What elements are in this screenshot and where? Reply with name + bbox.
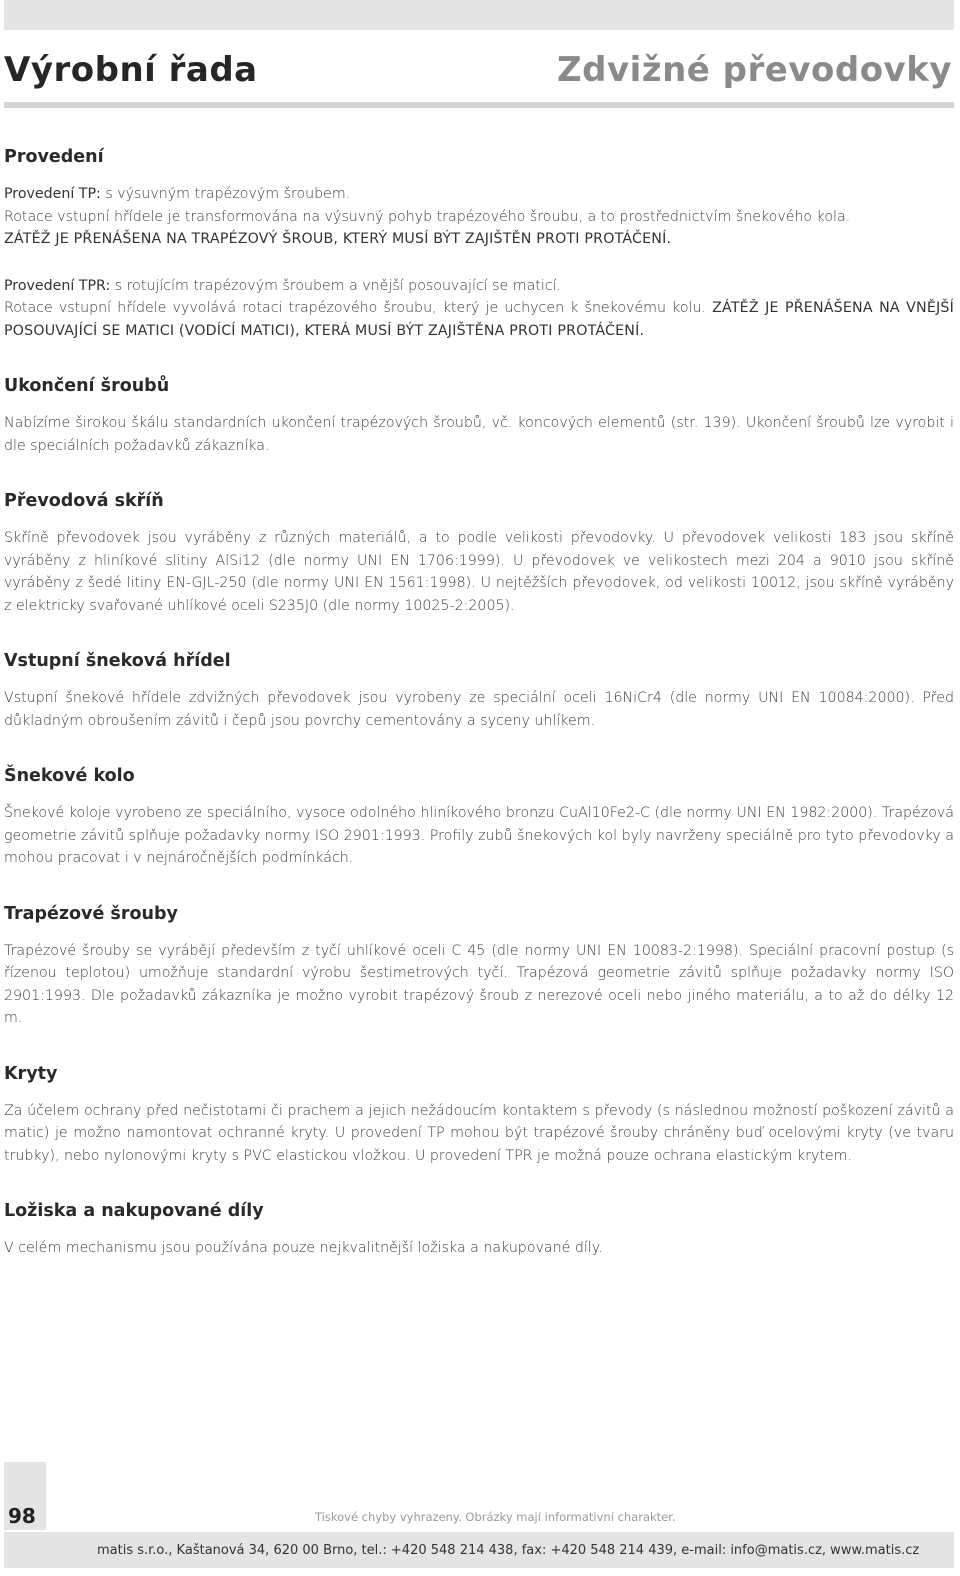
- paragraph-tp: [4, 183, 954, 206]
- company-contact: matis s.r.o., Kaštanová 34, 620 00 Brno, tel.: +420 548 214 438, fax: +420 548 214 439, e-mail: info@matis.cz, www.matis.cz: [97, 1543, 920, 1558]
- document-body: [4, 146, 954, 1293]
- section-kryty: [4, 1063, 954, 1168]
- tpr-caps: ZÁTĚŽ JE PŘENÁŠENA NA VNĚJŠÍ POSOUVAJÍCÍ SE MATICI (VODÍCÍ MATICI), KTERÁ MUSÍ BÝT ZAJIŠTĚNA PROTI PROTÁČENÍ.: [4, 300, 955, 339]
- disclaimer: Tiskové chyby vyhrazeny. Obrázky mají informativní charakter.: [315, 1510, 676, 1524]
- section-heading: Provedení: [4, 147, 104, 167]
- section-text: Skříně převodovek jsou vyráběny z různých materiálů, a to podle velikosti převodovky. U převodovek velikosti 183 jsou skříně vyráběny z hliníkové slitiny AlSi12 (dle normy UNI EN 1706:1999). U převodovek ve velikostech mezi 204 a 9010 jsou skříně vyráběny z šedé litiny EN-GJL-250 (dle normy UNI EN 1561:1998). U nejtěžších převodovek, od velikosti 10012, jsou skříně vyráběny z elektricky svařované uhlíkové oceli S235J0 (dle normy 10025-2:2005).: [4, 530, 954, 614]
- section-text: Šnekové koloje vyrobeno ze speciálního, vysoce odolného hliníkového bronzu CuAl10Fe2-C (dle normy UNI EN 1982:2000). Trapézová geometrie závitů splňuje požadavky normy ISO 2901:1993. Profily zubů šnekových kol byly navrženy speciálně pro tyto převodovky a mohou pracovat i v nejnáročnějších podmínkách.: [4, 805, 954, 866]
- top-band: [4, 0, 954, 30]
- tpr-desc: s rotujícím trapézovým šroubem a vnější posouvající se maticí.: [110, 277, 562, 294]
- section-heading: Vstupní šneková hřídel: [4, 651, 231, 671]
- section-provedeni: [4, 146, 954, 342]
- paragraph-tpr: [4, 275, 954, 298]
- header-divider: [4, 102, 954, 108]
- tpr-line2: [4, 297, 954, 342]
- tpr-label: Provedení TPR:: [4, 277, 111, 294]
- section-loziska: [4, 1200, 954, 1260]
- section-text: Trapézové šrouby se vyrábějí především z tyčí uhlíkové oceli C 45 (dle normy UNI EN 10083-2:1998). Speciální pracovní postup (s řízenou teplotou) umožňuje standardní výrobu šestimetrových tyčí. Trapézová geometrie závitů splňuje požadavky normy ISO 2901:1993. Dle požadavků zákazníka je možno vyrobit trapézový šroub z nerezové oceli nebo jiného materiálu, a to až do délky 12 m.: [4, 942, 954, 1026]
- section-text: Za účelem ochrany před nečistotami či prachem a jejich nežádoucím kontaktem s převody (s následnou možností poškození závitů a matic) je možno namontovat ochranné kryty. U provedení TP mohou být trapézové šrouby chráněny buď ocelovými kryty (ve tvaru trubky), nebo nylonovými kryty s PVC elastickou vložkou. U provedení TPR je možná pouze ochrana elastickým krytem.: [4, 1102, 954, 1164]
- section-heading: Šnekové kolo: [4, 766, 135, 786]
- page-title: Výrobní řada: [4, 50, 258, 90]
- section-heading: Převodová skříň: [4, 491, 164, 511]
- page-category: Zdvižné převodovky: [556, 50, 952, 90]
- section-text: V celém mechanismu jsou používána pouze nejkvalitnější ložiska a nakupované díly.: [4, 1240, 603, 1256]
- section-heading: Ukončení šroubů: [4, 376, 170, 396]
- section-srouby: [4, 903, 954, 1030]
- section-text: Nabízíme širokou škálu standardních ukončení trapézových šroubů, vč. koncových elementů (str. 139). Ukončení šroubů lze vyrobit i dle speciálních požadavků zákazníka.: [4, 415, 954, 454]
- tp-label: Provedení TP:: [4, 186, 101, 202]
- tp-desc: s výsuvným trapézovým šroubem.: [100, 186, 351, 202]
- section-heading: Trapézové šrouby: [4, 903, 178, 924]
- section-text: Vstupní šnekové hřídele zdvižných převodovek jsou vyrobeny ze speciální oceli 16NiCr4 (dle normy UNI EN 10084:2000). Před důkladným obroušením závitů i čepů jsou povrchy cementovány a syceny uhlíkem.: [4, 690, 954, 729]
- section-hridel: [4, 650, 954, 732]
- section-heading: Ložiska a nakupované díly: [4, 1201, 264, 1221]
- tp-line2: Rotace vstupní hřídele je transformována na výsuvný pohyb trapézového šroubu, a to prostřednictvím šnekového kola.: [4, 208, 851, 225]
- section-heading: Kryty: [4, 1063, 58, 1084]
- section-skrin: [4, 490, 954, 617]
- page-number: 98: [8, 1504, 36, 1528]
- section-kolo: [4, 765, 954, 870]
- section-ukonceni: [4, 375, 954, 457]
- tpr-line2-text: Rotace vstupní hřídele vyvolává rotaci trapézového šroubu, který je uchycen k šnekovému kolu.: [4, 300, 713, 316]
- tp-caps: ZÁTĚŽ JE PŘENÁŠENA NA TRAPÉZOVÝ ŠROUB, KTERÝ MUSÍ BÝT ZAJIŠTĚN PROTI PROTÁČENÍ.: [4, 231, 672, 247]
